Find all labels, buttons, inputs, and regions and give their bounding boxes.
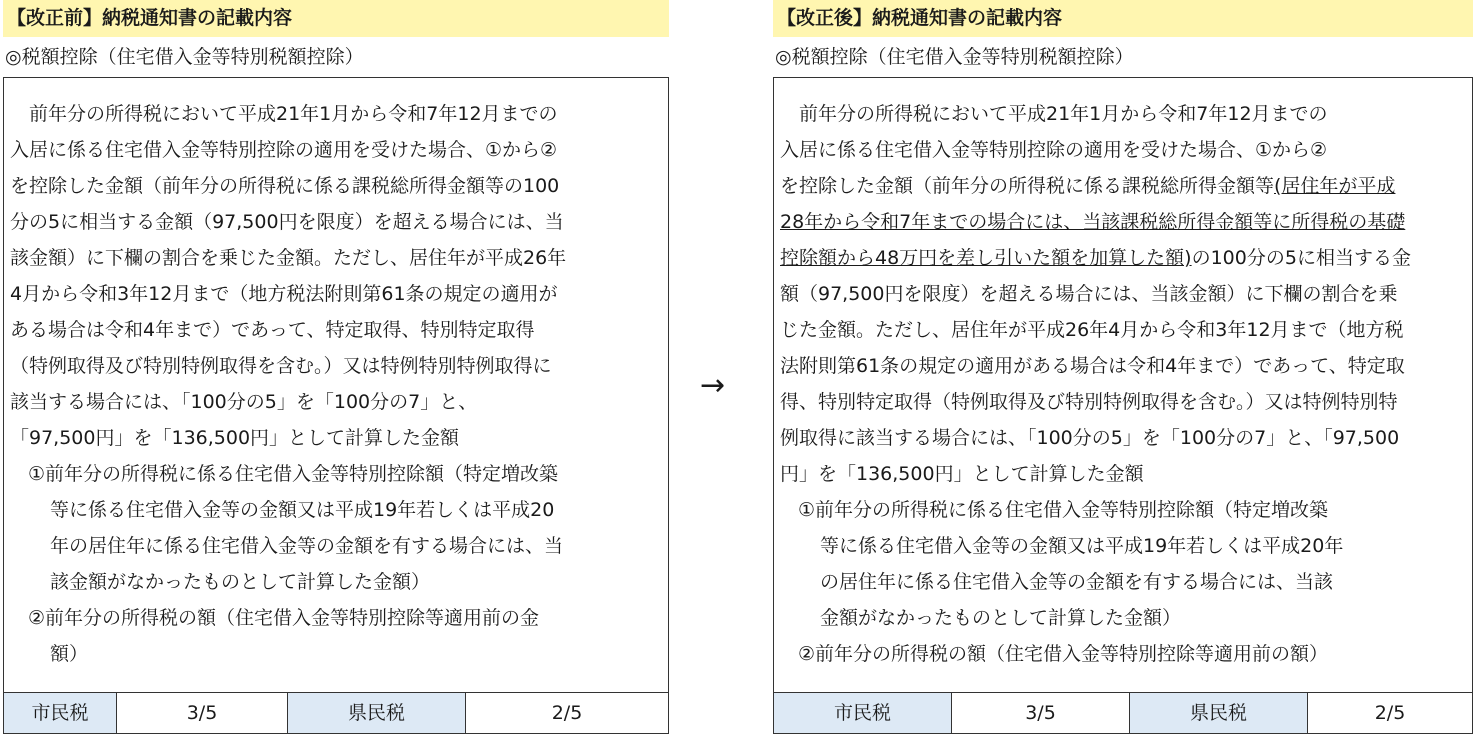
before-text-line: （特例取得及び特別特例取得を含む。）又は特例特別特例取得に	[10, 355, 552, 377]
after-content	[774, 78, 1472, 672]
before-item1-line: ①前年分の所得税に係る住宅借入金等特別控除額（特定増改築	[28, 463, 559, 485]
after-text-line	[780, 204, 1466, 240]
before-rate-table	[4, 692, 668, 733]
before-text-line: 該金額）に下欄の割合を乗じた金額。ただし、居住年が平成26年	[10, 247, 567, 269]
before-text-line: 「97,500円」を「136,500円」として計算した金額	[10, 427, 460, 449]
after-subtitle: ◎税額控除（住宅借入金等特別税額控除）	[775, 46, 1134, 68]
before-pref-tax-rate: 2/5	[551, 702, 583, 724]
after-text-line: 入居に係る住宅借入金等特別控除の適用を受けた場合、①から②	[780, 139, 1328, 161]
after-city-tax-label: 市民税	[774, 693, 952, 733]
before-subtitle: ◎税額控除（住宅借入金等特別税額控除）	[5, 46, 364, 68]
after-pref-tax-label: 県民税	[1130, 693, 1308, 733]
before-text-line: ある場合は令和4年まで）であって、特定取得、特別特定取得	[10, 319, 535, 341]
before-content	[4, 78, 668, 672]
after-text-line	[780, 168, 1466, 204]
before-item1-line: 該金額がなかったものとして計算した金額）	[50, 571, 431, 593]
before-city-tax-label: 市民税	[4, 693, 117, 733]
before-item1-line: 年の居住年に係る住宅借入金等の金額を有する場合には、当	[50, 535, 564, 557]
after-text-line: 法附則第61条の規定の適用がある場合は令和4年まで）であって、特定取	[780, 355, 1405, 377]
before-content-box	[3, 77, 669, 734]
after-revision-underline: (居住年が平成	[1274, 175, 1396, 197]
before-text-line: 入居に係る住宅借入金等特別控除の適用を受けた場合、①から②	[10, 139, 558, 161]
before-title: 【改正前】納税通知書の記載内容	[3, 0, 669, 37]
after-pref-tax-rate: 2/5	[1374, 702, 1406, 724]
after-city-tax-rate: 3/5	[952, 693, 1130, 733]
before-text-line: を控除した金額（前年分の所得税に係る課税総所得金額等の100	[10, 175, 560, 197]
arrow-right-icon: →	[700, 368, 726, 403]
before-pref-tax-label: 県民税	[288, 693, 466, 733]
after-revision-underline: 28年から令和7年までの場合には、当該課税総所得金額等に所得税の基礎	[780, 211, 1406, 233]
after-text-segment: を控除した金額（前年分の所得税に係る課税総所得金額等	[780, 175, 1275, 197]
after-revision-underline: 控除額から48万円を差し引いた額を加算した額)	[780, 247, 1192, 269]
before-panel	[3, 0, 669, 734]
before-item2-line: ②前年分の所得税の額（住宅借入金等特別控除等適用前の金	[28, 607, 540, 629]
after-text-segment: の100分の5に相当する金	[1191, 247, 1411, 269]
after-item2-line: ②前年分の所得税の額（住宅借入金等特別控除等適用前の額）	[798, 643, 1329, 665]
after-text-line: 額（97,500円を限度）を超える場合には、当該金額）に下欄の割合を乗	[780, 283, 1398, 305]
after-text-line: 得、特別特定取得（特例取得及び特別特例取得を含む。）又は特例特別特	[780, 391, 1398, 413]
after-item1-line: 金額がなかったものとして計算した金額）	[820, 607, 1182, 629]
before-text-line: 前年分の所得税において平成21年1月から令和7年12月までの	[10, 103, 558, 125]
after-text-line	[780, 240, 1466, 276]
after-item1-line: ①前年分の所得税に係る住宅借入金等特別控除額（特定増改築	[798, 499, 1329, 521]
before-text-line: 4月から令和3年12月まで（地方税法附則第61条の規定の適用が	[10, 283, 558, 305]
after-text-line: 円」を「136,500円」として計算した金額	[780, 463, 1144, 485]
before-text-line: 分の5に相当する金額（97,500円を限度）を超える場合には、当	[10, 211, 564, 233]
after-panel	[773, 0, 1473, 734]
after-text-line: 前年分の所得税において平成21年1月から令和7年12月までの	[780, 103, 1328, 125]
after-rate-table	[774, 692, 1472, 733]
after-item1-line: の居住年に係る住宅借入金等の金額を有する場合には、当該	[820, 571, 1334, 593]
before-city-tax-rate: 3/5	[117, 693, 288, 733]
after-content-box	[773, 77, 1473, 734]
after-item1-line: 等に係る住宅借入金等の金額又は平成19年若しくは平成20年	[820, 535, 1344, 557]
after-title: 【改正後】納税通知書の記載内容	[773, 0, 1473, 37]
before-item2-line: 額）	[50, 643, 89, 665]
after-text-line: じた金額。ただし、居住年が平成26年4月から令和3年12月まで（地方税	[780, 319, 1404, 341]
before-text-line: 該当する場合には、「100分の5」を「100分の7」と、	[10, 391, 478, 413]
after-text-line: 例取得に該当する場合には、「100分の5」を「100分の7」と、「97,500	[780, 427, 1400, 449]
before-item1-line: 等に係る住宅借入金等の金額又は平成19年若しくは平成20	[50, 499, 555, 521]
